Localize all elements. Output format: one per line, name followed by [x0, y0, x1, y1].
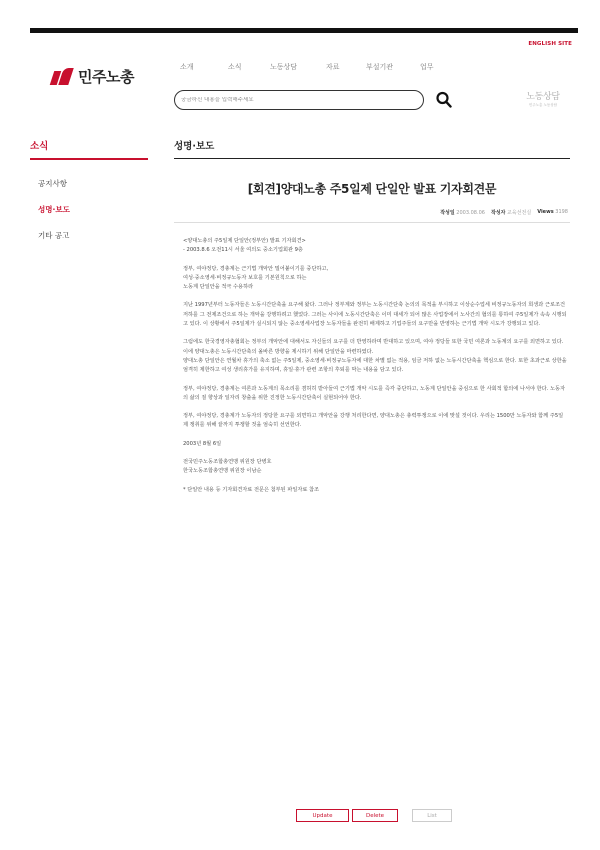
page-title: 성명·보도: [174, 141, 215, 152]
body-paragraph: 정부, 여야정당, 경총계는 여론과 노동계의 목소리를 겸허히 받아들여 근기법 개악 시도를 즉각 중단하고, 노동계 단일안을 중심으로 한 사회적 합의에 나서야 한다. 노동자의 삶의 질 향상과 일자리 창출을 위한 진정한 노동시간단축이 실현되어야 한다.: [183, 385, 565, 401]
body-paragraph: 정부, 여야정당, 경총계는 근기법 개악안 밀어붙이기를 중단하고,: [183, 265, 329, 272]
delete-button[interactable]: Delete: [352, 809, 398, 822]
paragraph-gap: [183, 256, 567, 265]
paragraph-gap: [183, 477, 567, 486]
nav-item-news[interactable]: 소식: [228, 63, 242, 71]
body-paragraph: 그럼에도 한국경영자총협회는 정부의 개악안에 대해서도 자신들의 요구를 더 반영하라며 반대하고 있으며, 여야 정당들 또한 국민 여론과 노동계의 요구를 외면하고 있다. 이에 양대노총은 노동시간단축의 올바른 방향을 제시하기 위해 단일안을 마련하였다.: [183, 339, 564, 355]
body-paragraph: <양대노총의 주5일제 단일안(정부안) 발표 기자회견>: [183, 238, 306, 244]
logo-text: 민주노총: [78, 68, 134, 86]
update-button[interactable]: Update: [296, 809, 349, 822]
date-label: 작성일: [440, 210, 455, 216]
search-icon[interactable]: [436, 91, 452, 109]
paragraph-gap: [183, 449, 567, 458]
body-paragraph: 양대노총 단일안은 연월차 휴가의 축소 없는 주5일제, 중소영세·비정규노동자에 대한 차별 없는 적용, 임금 저하 없는 노동시간단축을 핵심으로 한다. 또한 초과근로 상한을 엄격히 제한하고 여성 생리휴가를 유지하며, 휴일·휴가 관련 조항의 후퇴를 막는 내용을 담고 있다.: [183, 357, 567, 374]
meta-divider: [174, 222, 570, 223]
paragraph-gap: [183, 376, 567, 385]
nav-item-about[interactable]: 소개: [180, 63, 194, 71]
post-body: [183, 237, 567, 495]
view-count: 3198: [555, 209, 568, 215]
post-title: [회견]양대노총 주5일제 단일안 발표 기자회견문: [247, 182, 497, 196]
post-date: 2003.08.06: [456, 210, 485, 216]
paragraph-gap: [183, 292, 567, 301]
paragraph-gap: [183, 403, 567, 412]
labor-counsel-label: 노동상담: [526, 92, 560, 102]
labor-counsel-sub: 민주노총 노동상담: [528, 103, 558, 107]
body-paragraph: 정부, 여야정당, 경총계가 노동자의 정당한 요구를 외면하고 개악안을 강행 처리한다면, 양대노총은 총력투쟁으로 이에 맞설 것이다. 우리는 1500만 노동자와 함께 주5일제 쟁취를 위해 끝까지 투쟁할 것을 엄숙히 선언한다.: [183, 413, 564, 429]
sidebar-item-notices[interactable]: 공지사항: [38, 179, 67, 188]
sidebar-title: 소식: [30, 141, 49, 152]
nav-item-business[interactable]: 업무: [420, 63, 434, 71]
body-paragraph: 2003년 8월 6일: [183, 440, 222, 447]
search-input[interactable]: [181, 97, 416, 103]
body-paragraph: 노동계 단일안을 적극 수용하라: [183, 284, 254, 291]
body-paragraph: * 단일안 내용 등 기자회견자료 전문은 첨부된 파일자료 참조: [183, 486, 320, 493]
paragraph-gap: [183, 329, 567, 338]
sidebar-divider: [30, 158, 148, 160]
labor-counsel-button[interactable]: [522, 89, 564, 108]
english-site-link[interactable]: ENGLISH SITE: [528, 41, 572, 47]
list-button[interactable]: List: [412, 809, 452, 822]
author-label: 작성자: [490, 210, 506, 216]
body-paragraph: 지난 1997년부터 노동자들은 노동시간단축을 요구해 왔다. 그러나 정부계와 정부는 노동시간단축 논의의 목적을 부시하고 이상순수업세 비정규노동자의 희생과 근로조건저하를 그 전제조건으로 하는 개악을 강행하려고 했었다. 그러는 사이에 노동시간단축은 이미 대세가 되어 많은 사업장에서 노사간의 협의를 통하여 주5일제가 속속 시행되고 있다. 이 상황에서 주5일제가 실시되지 않는 중소영세사업장 노동자들을 완전히 배제하고 기업주들의 요구만을 반영하는 근기법 개악 시도가 강행되고 있다.: [183, 302, 567, 328]
nav-item-counsel[interactable]: 노동상담: [270, 63, 298, 71]
search-box: [174, 90, 424, 110]
nav-item-affiliates[interactable]: 부설기관: [366, 63, 394, 71]
logo[interactable]: [52, 66, 134, 87]
body-paragraph: 여성·중소영세·비정규노동자 보호를 기본원칙으로 하는: [183, 274, 307, 281]
body-paragraph: 한국노동조합총연맹 위원장 이남순: [183, 468, 262, 475]
sidebar-item-statements[interactable]: 성명·보도: [38, 205, 70, 214]
body-paragraph: 전국민주노동조합총연맹 위원장 단병호: [183, 459, 272, 466]
paragraph-gap: [183, 431, 567, 440]
top-bar: [30, 28, 578, 33]
post-meta: [440, 209, 568, 216]
sidebar-item-other-notices[interactable]: 기타 공고: [38, 231, 70, 240]
nav-item-resources[interactable]: 자료: [326, 63, 340, 71]
sidebar-nav: [38, 178, 70, 256]
page-title-divider: [174, 158, 570, 159]
views-label: Views: [537, 209, 554, 215]
logo-mark-icon: [52, 68, 74, 86]
post-author: 교육선전실: [507, 210, 532, 216]
body-paragraph: - 2003.8.6 오전11시 서울 여의도 중소기업회관 9층: [183, 247, 303, 254]
